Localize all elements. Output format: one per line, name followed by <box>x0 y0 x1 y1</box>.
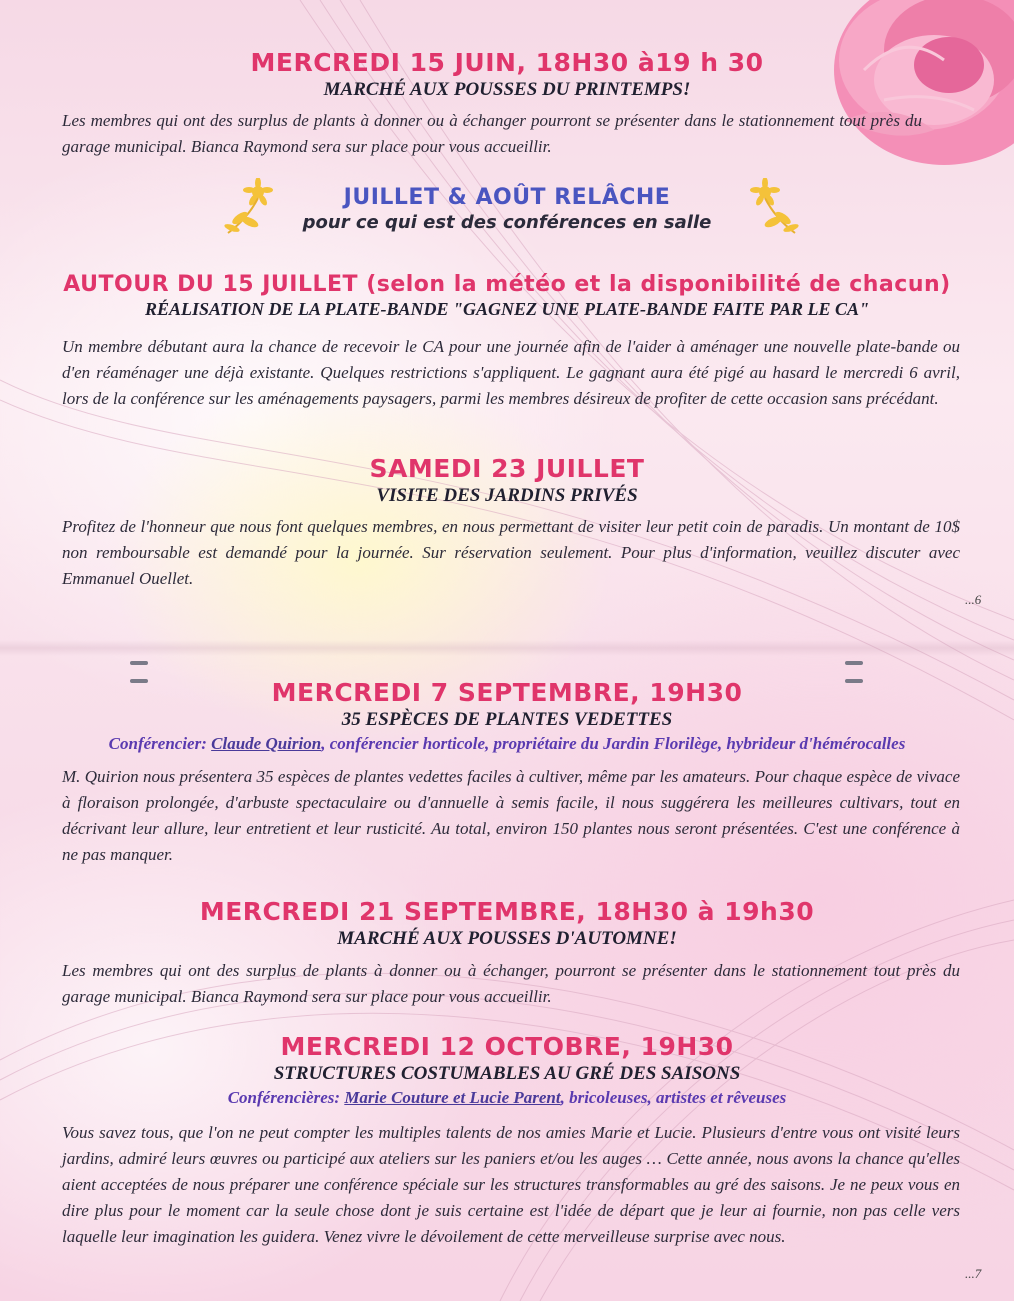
event-relache <box>0 185 1014 233</box>
event-subtitle: 35 ESPÈCES DE PLANTES VEDETTES <box>341 709 673 730</box>
event-body: Vous savez tous, que l'on ne peut compter les multiples talents de nos amies Marie et Lucie. Plusieurs d'entre vous ont visité leurs jardins, admiré leurs œuvres ou participé aux ateliers sur les paniers et/ou les auges … Cette année, nous avons la chance qu'elles aient acceptées de nous préparer une conférence spéciale sur les structures transformables au gré des saisons. Je ne peux vous en dire plus pour le moment car la seule chose dont je suis certaine est l'idée de départ que je leur ai fournie, non pas celle vers laquelle leur imagination les guidera. Venez vivre le dévoilement de cette merveilleuse surprise avec nous. <box>62 1123 960 1246</box>
speaker-label: Conférencières: <box>227 1088 341 1107</box>
event-heading: MERCREDI 12 OCTOBRE, 19H30 <box>280 1032 734 1061</box>
event-heading: JUILLET & AOÛT RELÂCHE <box>343 185 671 210</box>
fold-mark-right <box>845 652 895 658</box>
event-21-septembre <box>0 897 1014 950</box>
event-body: Les membres qui ont des surplus de plants à donner ou à échanger pourront se présenter dans le stationnement tout près du garage municipal. Bianca Raymond sera sur place pour vous accueillir. <box>62 111 922 156</box>
event-12-octobre <box>0 1032 1014 1108</box>
event-subtitle: MARCHÉ AUX POUSSES D'AUTOMNE! <box>337 928 677 949</box>
event-heading: MERCREDI 7 SEPTEMBRE, 19H30 <box>271 678 743 707</box>
speaker-name: Marie Couture et Lucie Parent <box>344 1088 561 1107</box>
event-subtitle: RÉALISATION DE LA PLATE-BANDE "GAGNEZ UNE PLATE-BANDE FAITE PAR LE CA" <box>144 299 870 319</box>
event-15-juin <box>0 48 1014 101</box>
event-subtitle: MARCHÉ AUX POUSSES DU PRINTEMPS! <box>323 79 691 100</box>
event-15-juillet <box>0 272 1014 320</box>
event-subtitle: STRUCTURES COSTUMABLES AU GRÉ DES SAISONS <box>273 1063 741 1084</box>
event-7-septembre <box>0 678 1014 754</box>
speaker-label: Conférencier: <box>108 734 207 753</box>
page-continuation: ...7 <box>965 1266 982 1281</box>
speaker-line <box>0 1088 1014 1108</box>
event-heading: MERCREDI 15 JUIN, 18H30 à19 h 30 <box>250 48 764 77</box>
speaker-name: Claude Quirion <box>211 734 322 753</box>
event-body: Profitez de l'honneur que nous font quelques membres, en nous permettant de visiter leur petit coin de paradis. Un montant de 10$ non remboursable est demandé pour la journée. Sur réservation seulement. Pour plus d'information, veuillez discuter avec Emmanuel Ouellet. <box>62 517 960 588</box>
speaker-description: , conférencier horticole, propriétaire du Jardin Florilège, hybrideur d'hémérocalles <box>321 734 906 753</box>
event-subtitle: pour ce qui est des conférences en salle <box>302 212 712 233</box>
page-continuation: ...6 <box>965 592 982 607</box>
event-body: Un membre débutant aura la chance de recevoir le CA pour une journée afin de l'aider à aménager une nouvelle plate-bande ou d'en réaménager une déjà existante. Quelques restrictions s'appliquent. Le gagnant aura été pigé au hasard le mercredi 6 avril, lors de la conférence sur les aménagements paysagers, parmi les membres désireux de profiter de cette occasion sans précédant. <box>62 337 960 408</box>
event-heading: SAMEDI 23 JUILLET <box>369 454 645 483</box>
event-23-juillet <box>0 454 1014 507</box>
speaker-line <box>0 734 1014 754</box>
event-subtitle: VISITE DES JARDINS PRIVÉS <box>376 485 638 506</box>
event-heading: AUTOUR DU 15 JUILLET (selon la météo et la disponibilité de chacun) <box>63 272 951 297</box>
speaker-description: , bricoleuses, artistes et rêveuses <box>560 1088 787 1107</box>
event-heading: MERCREDI 21 SEPTEMBRE, 18H30 à 19h30 <box>199 897 815 926</box>
event-body: Les membres qui ont des surplus de plants à donner ou à échanger, pourront se présenter dans le stationnement tout près du garage municipal. Bianca Raymond sera sur place pour vous accueillir. <box>62 961 960 1006</box>
event-body: M. Quirion nous présentera 35 espèces de plantes vedettes faciles à cultiver, même par les amateurs. Pour chaque espèce de vivace à floraison prolongée, d'arbuste spectaculaire ou d'annuelle à semis facile, il nous suggérera les meilleures cultivars, tout en décrivant leur allure, leur entretient et leur rusticité. Au total, environ 150 plantes nous seront présentées. C'est une conférence à ne pas manquer. <box>62 767 960 864</box>
fold-mark-left <box>130 652 180 658</box>
